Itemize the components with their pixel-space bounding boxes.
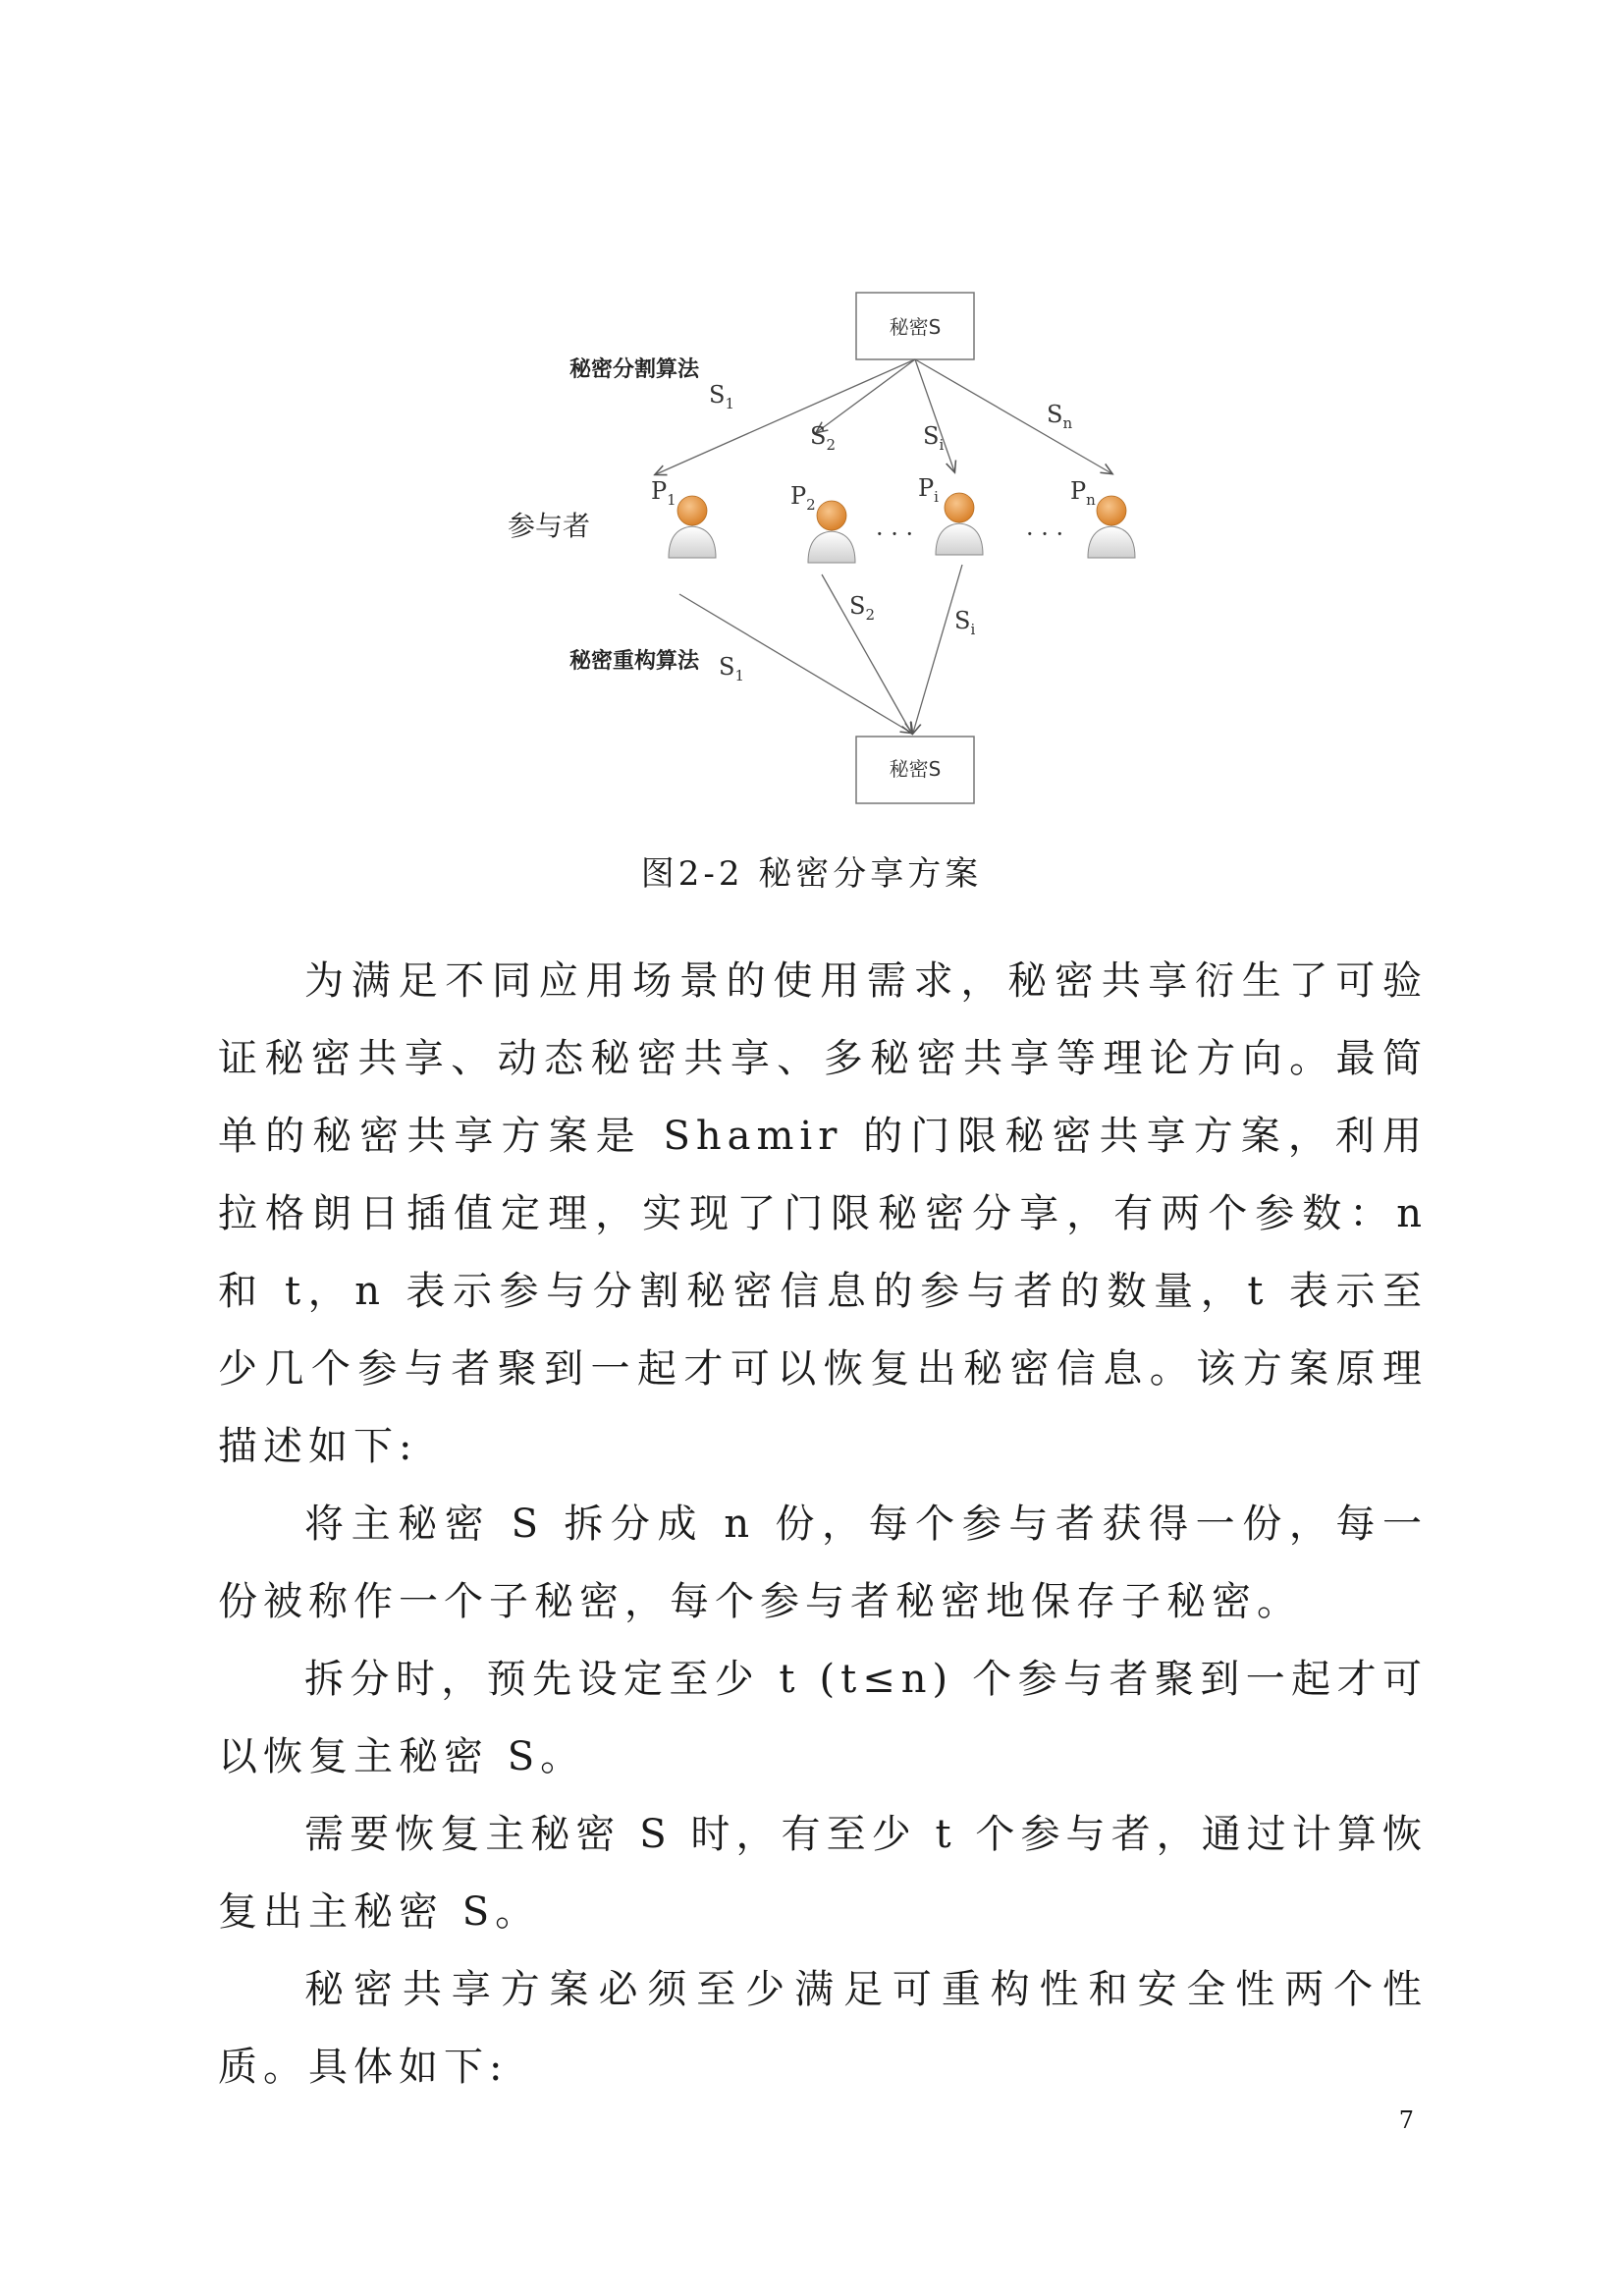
paragraph: 为满足不同应用场景的使用需求，秘密共享衍生了可验证秘密共享、动态秘密共享、多秘密共享等理论方向。最简单的秘密共享方案是 Shamir 的门限秘密共享方案，利用拉格朗日插值定理，实现了门限秘密分享，有两个参数：n 和 t，n 表示参与分割秘密信息的参与者的数量，t 表示至少几个参与者聚到一起才可以恢复出秘密信息。该方案原理描述如下: — [218, 958, 1428, 1469]
share-label-s2-bottom — [849, 592, 875, 624]
svg-text:S1: $S_1$ — [709, 381, 734, 412]
secret-sharing-diagram — [471, 275, 1178, 825]
svg-text:S1: $S_1$ — [719, 653, 744, 684]
share-label-s1-bottom — [719, 653, 744, 684]
svg-text:S2: $S_2$ — [849, 592, 875, 624]
paragraph: 拆分时，预先设定至少 t (t≤n) 个参与者聚到一起才可以恢复主秘密 S。 — [218, 1657, 1428, 1779]
person-icon — [936, 493, 983, 555]
share-label-s1-top — [709, 381, 734, 412]
top-secret-label: 秘密S — [889, 315, 942, 339]
ellipsis-1: · · · — [876, 520, 914, 548]
paragraph: 需要恢复主秘密 S 时，有至少 t 个参与者，通过计算恢复出主秘密 S。 — [218, 1812, 1428, 1935]
paragraph: 将主秘密 S 拆分成 n 份，每个参与者获得一份，每一份被称作一个子秘密，每个参与者秘密地保存子秘密。 — [218, 1502, 1428, 1624]
reconstruct-algorithm-label: 秘密重构算法 — [569, 649, 700, 674]
share-label-si-top — [923, 422, 944, 454]
participant-pi — [918, 474, 983, 555]
paragraph: 秘密共享方案必须至少满足可重构性和安全性两个性质。具体如下: — [218, 1967, 1428, 2090]
participant-p1 — [651, 477, 716, 558]
body-text — [218, 943, 1428, 2106]
share-label-si-bottom — [954, 607, 975, 638]
figure-caption: 图2-2 秘密分享方案 — [640, 854, 983, 894]
svg-text:Pi: $P_i$ — [918, 474, 939, 506]
svg-text:Sn: $S_n$ — [1047, 401, 1073, 432]
participant-pn — [1070, 477, 1135, 558]
share-label-s2-top — [810, 422, 836, 454]
split-algorithm-label: 秘密分割算法 — [569, 357, 700, 382]
svg-text:P2: $P_2$ — [790, 482, 816, 514]
page-number: 7 — [1398, 2106, 1414, 2134]
ellipsis-2: · · · — [1026, 520, 1064, 548]
reconstruct-arrows — [679, 565, 962, 733]
svg-text:S2: $S_2$ — [810, 422, 836, 454]
svg-text:P1: $P_1$ — [651, 477, 676, 509]
svg-text:Si: $S_i$ — [923, 422, 945, 454]
svg-text:Pn: $P_n$ — [1070, 477, 1096, 509]
share-label-sn-top — [1047, 401, 1072, 432]
split-arrows — [656, 359, 1111, 474]
svg-text:Si: $S_i$ — [954, 607, 976, 638]
bottom-secret-label: 秘密S — [889, 757, 942, 781]
participants-label: 参与者 — [508, 510, 591, 542]
participant-p2 — [790, 482, 855, 563]
